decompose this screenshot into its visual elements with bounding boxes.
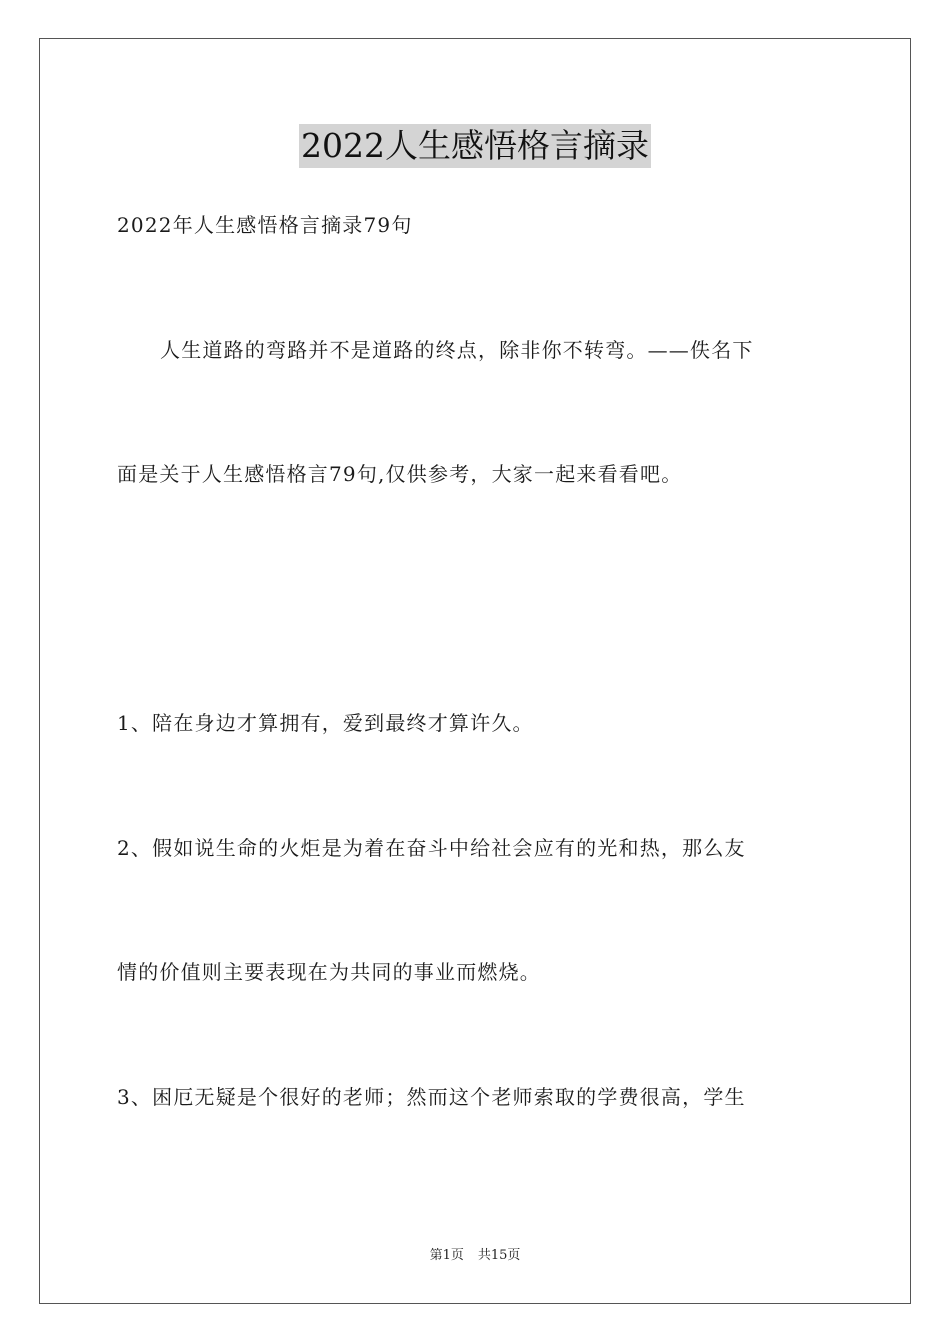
quote-item-2: 2、假如说生命的火炬是为着在奋斗中给社会应有的光和热，那么友	[117, 836, 746, 860]
quote-item-2-continued: 情的价值则主要表现在为共同的事业而燃烧。	[117, 960, 541, 984]
document-title: 2022人生感悟格言摘录	[299, 124, 651, 168]
page-number-current: 第1页	[429, 1248, 464, 1263]
page-number-total: 共15页	[477, 1248, 521, 1263]
page-footer	[0, 1247, 950, 1265]
paragraph-line: 面是关于人生感悟格言79句,仅供参考，大家一起来看看吧。	[117, 462, 683, 486]
paragraph-line: 人生道路的弯路并不是道路的终点，除非你不转弯。——佚名下	[160, 338, 754, 362]
quote-item-1: 1、陪在身边才算拥有，爱到最终才算许久。	[117, 711, 534, 735]
title-container	[0, 124, 950, 168]
quote-item-3: 3、困厄无疑是个很好的老师；然而这个老师索取的学费很高，学生	[117, 1085, 746, 1109]
document-subtitle: 2022年人生感悟格言摘录79句	[117, 213, 413, 237]
